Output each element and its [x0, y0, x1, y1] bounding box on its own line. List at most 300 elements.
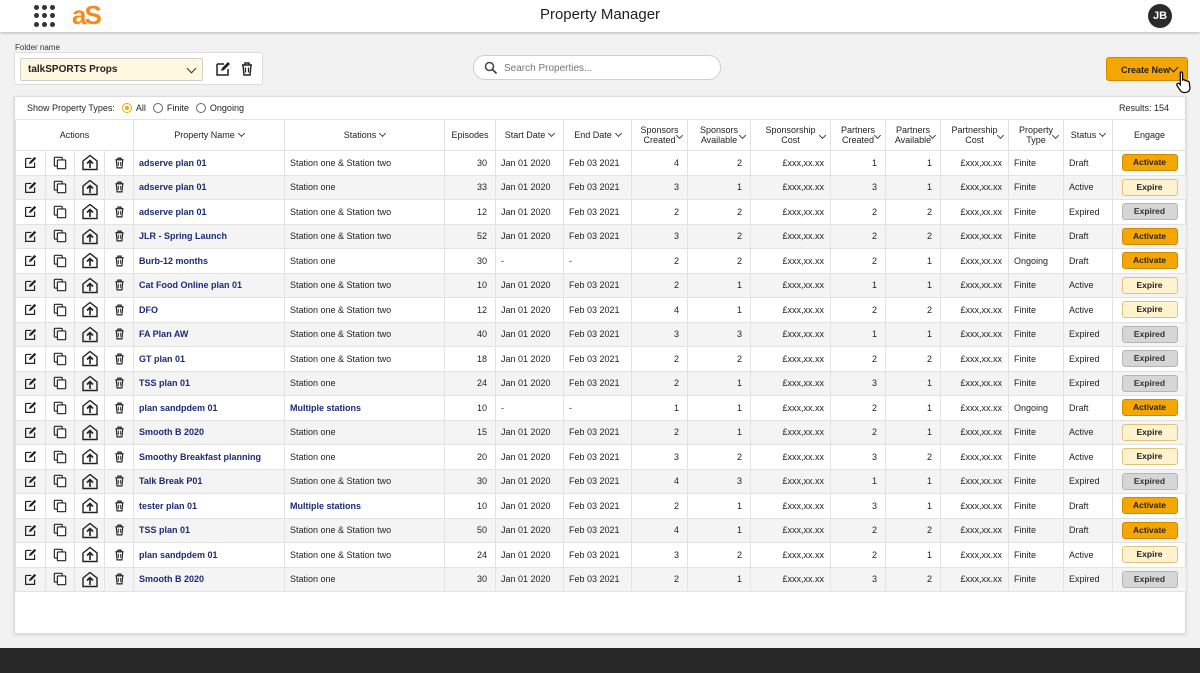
create-new-label: Create New: [1121, 65, 1171, 75]
episodes-cell: 30: [445, 469, 496, 494]
copy-icon[interactable]: [46, 273, 75, 298]
sponsors-created-cell: 3: [632, 224, 688, 249]
upload-icon[interactable]: [75, 420, 105, 445]
trash-icon[interactable]: [105, 273, 134, 298]
sort-chevron-icon: [874, 132, 881, 139]
copy-icon[interactable]: [46, 200, 75, 225]
engage-cell: [1113, 322, 1187, 347]
copy-icon[interactable]: [46, 469, 75, 494]
engage-cell: [1113, 543, 1187, 568]
property-type-cell: Finite: [1009, 420, 1064, 445]
table-row: [16, 420, 1187, 445]
header-end-date[interactable]: End Date: [564, 120, 632, 151]
property-name-link[interactable]: plan sandpdem 01: [134, 396, 285, 421]
engage-cell: [1113, 175, 1187, 200]
sort-chevron-icon: [379, 130, 386, 137]
table-row: [16, 273, 1187, 298]
property-name-link[interactable]: adserve plan 01: [134, 200, 285, 225]
engage-button[interactable]: Activate: [1122, 399, 1178, 416]
property-type-filter: [27, 103, 244, 113]
filter-radio-all[interactable]: All: [122, 103, 146, 113]
stations-cell: Station one & Station two: [285, 224, 445, 249]
copy-icon[interactable]: [46, 420, 75, 445]
edit-icon[interactable]: [16, 322, 46, 347]
sponsorship-cost-cell: £xxx,xx.xx: [751, 445, 831, 470]
upload-icon[interactable]: [75, 494, 105, 519]
status-cell: Draft: [1064, 249, 1113, 274]
trash-icon[interactable]: [105, 249, 134, 274]
status-cell: Expired: [1064, 200, 1113, 225]
start-date-cell: Jan 01 2020: [496, 200, 564, 225]
filter-radio-ongoing[interactable]: Ongoing: [196, 103, 244, 113]
partners-available-cell: 2: [886, 347, 941, 372]
engage-button[interactable]: Expire: [1122, 448, 1178, 465]
partnership-cost-cell: £xxx,xx.xx: [941, 298, 1009, 323]
status-cell: Active: [1064, 175, 1113, 200]
engage-cell: [1113, 396, 1187, 421]
copy-icon[interactable]: [46, 543, 75, 568]
results-count: Results: 154: [1118, 103, 1169, 113]
engage-cell: [1113, 224, 1187, 249]
start-date-cell: Jan 01 2020: [496, 224, 564, 249]
sponsors-created-cell: 4: [632, 518, 688, 543]
partners-created-cell: 2: [831, 298, 886, 323]
stations-cell[interactable]: Multiple stations: [285, 396, 445, 421]
edit-icon[interactable]: [16, 567, 46, 592]
folder-select[interactable]: [20, 58, 203, 81]
folder-controls: [14, 52, 263, 85]
header-partners-created[interactable]: Partners Created: [831, 120, 886, 151]
table-row: [16, 445, 1187, 470]
upload-icon[interactable]: [75, 567, 105, 592]
partners-available-cell: 1: [886, 151, 941, 176]
stations-cell[interactable]: Multiple stations: [285, 494, 445, 519]
partners-created-cell: 2: [831, 420, 886, 445]
start-date-cell: -: [496, 249, 564, 274]
property-type-cell: Finite: [1009, 298, 1064, 323]
start-date-cell: Jan 01 2020: [496, 273, 564, 298]
header-property-type[interactable]: Property Type: [1009, 120, 1064, 151]
sponsorship-cost-cell: £xxx,xx.xx: [751, 371, 831, 396]
trash-icon[interactable]: [105, 494, 134, 519]
folder-select-value: talkSPORTS Props: [28, 64, 118, 75]
episodes-cell: 10: [445, 396, 496, 421]
engage-button[interactable]: Expired: [1122, 473, 1178, 490]
trash-icon[interactable]: [105, 322, 134, 347]
partners-created-cell: 2: [831, 347, 886, 372]
table-header-row: [16, 120, 1187, 151]
end-date-cell: Feb 03 2021: [564, 151, 632, 176]
partners-created-cell: 2: [831, 200, 886, 225]
header-status[interactable]: Status: [1064, 120, 1113, 151]
engage-cell: [1113, 273, 1187, 298]
edit-icon[interactable]: [16, 298, 46, 323]
trash-icon[interactable]: [105, 518, 134, 543]
partners-available-cell: 2: [886, 567, 941, 592]
end-date-cell: Feb 03 2021: [564, 494, 632, 519]
trash-icon[interactable]: [105, 396, 134, 421]
engage-button[interactable]: Expired: [1122, 350, 1178, 367]
trash-icon[interactable]: [105, 151, 134, 176]
header-sponsors-created[interactable]: Sponsors Created: [632, 120, 688, 151]
sponsors-available-cell: 2: [688, 249, 751, 274]
partnership-cost-cell: £xxx,xx.xx: [941, 347, 1009, 372]
sort-chevron-icon: [676, 132, 683, 139]
edit-icon[interactable]: [16, 371, 46, 396]
partners-available-cell: 2: [886, 224, 941, 249]
stations-cell: Station one & Station two: [285, 298, 445, 323]
partners-available-cell: 2: [886, 200, 941, 225]
property-name-link[interactable]: Smooth B 2020: [134, 420, 285, 445]
trash-icon[interactable]: [105, 347, 134, 372]
engage-button[interactable]: Expire: [1122, 277, 1178, 294]
partners-available-cell: 1: [886, 322, 941, 347]
pointer-cursor-icon: [1175, 70, 1193, 94]
filter-radio-finite[interactable]: Finite: [153, 103, 189, 113]
table-row: [16, 224, 1187, 249]
episodes-cell: 24: [445, 543, 496, 568]
sponsors-created-cell: 4: [632, 298, 688, 323]
sponsors-available-cell: 2: [688, 224, 751, 249]
sort-chevron-icon: [615, 130, 622, 137]
property-name-link[interactable]: DFO: [134, 298, 285, 323]
partners-created-cell: 2: [831, 249, 886, 274]
edit-icon[interactable]: [215, 61, 231, 77]
sponsors-created-cell: 2: [632, 494, 688, 519]
header-partnership-cost[interactable]: Partnership Cost: [941, 120, 1009, 151]
property-name-link[interactable]: plan sandpdem 01: [134, 543, 285, 568]
engage-button[interactable]: Expired: [1122, 375, 1178, 392]
sponsors-available-cell: 1: [688, 420, 751, 445]
sponsorship-cost-cell: £xxx,xx.xx: [751, 273, 831, 298]
sort-chevron-icon: [739, 132, 746, 139]
property-name-link[interactable]: Talk Break P01: [134, 469, 285, 494]
status-cell: Draft: [1064, 396, 1113, 421]
header-property-name[interactable]: Property Name: [134, 120, 285, 151]
episodes-cell: 50: [445, 518, 496, 543]
property-type-cell: Finite: [1009, 151, 1064, 176]
engage-cell: [1113, 298, 1187, 323]
engage-cell: [1113, 151, 1187, 176]
upload-icon[interactable]: [75, 543, 105, 568]
table-row: [16, 347, 1187, 372]
sponsors-created-cell: 2: [632, 273, 688, 298]
upload-icon[interactable]: [75, 396, 105, 421]
edit-icon[interactable]: [16, 445, 46, 470]
partnership-cost-cell: £xxx,xx.xx: [941, 273, 1009, 298]
property-type-cell: Finite: [1009, 371, 1064, 396]
sponsors-created-cell: 3: [632, 322, 688, 347]
engage-button[interactable]: Expired: [1122, 571, 1178, 588]
trash-icon[interactable]: [105, 224, 134, 249]
end-date-cell: Feb 03 2021: [564, 347, 632, 372]
copy-icon[interactable]: [46, 494, 75, 519]
header-actions: Actions: [16, 120, 134, 151]
partners-created-cell: 1: [831, 469, 886, 494]
status-cell: Draft: [1064, 518, 1113, 543]
episodes-cell: 52: [445, 224, 496, 249]
edit-icon[interactable]: [16, 200, 46, 225]
sort-chevron-icon: [238, 130, 245, 137]
copy-icon[interactable]: [46, 322, 75, 347]
edit-icon[interactable]: [16, 175, 46, 200]
table-row: [16, 175, 1187, 200]
sponsorship-cost-cell: £xxx,xx.xx: [751, 420, 831, 445]
trash-icon[interactable]: [105, 371, 134, 396]
property-name-link[interactable]: GT plan 01: [134, 347, 285, 372]
episodes-cell: 30: [445, 151, 496, 176]
header-sponsors-available[interactable]: Sponsors Available: [688, 120, 751, 151]
header-start-date[interactable]: Start Date: [496, 120, 564, 151]
partners-created-cell: 2: [831, 396, 886, 421]
upload-icon[interactable]: [75, 469, 105, 494]
trash-icon[interactable]: [105, 420, 134, 445]
engage-cell: [1113, 445, 1187, 470]
partnership-cost-cell: £xxx,xx.xx: [941, 151, 1009, 176]
stations-cell: Station one: [285, 567, 445, 592]
partners-available-cell: 2: [886, 298, 941, 323]
trash-icon[interactable]: [105, 175, 134, 200]
sponsorship-cost-cell: £xxx,xx.xx: [751, 396, 831, 421]
copy-icon[interactable]: [46, 175, 75, 200]
episodes-cell: 10: [445, 273, 496, 298]
engage-button[interactable]: Expire: [1122, 179, 1178, 196]
copy-icon[interactable]: [46, 224, 75, 249]
partners-available-cell: 1: [886, 420, 941, 445]
start-date-cell: Jan 01 2020: [496, 469, 564, 494]
property-name-link[interactable]: Burb-12 months: [134, 249, 285, 274]
engage-button[interactable]: Expire: [1122, 424, 1178, 441]
edit-icon[interactable]: [16, 151, 46, 176]
sponsorship-cost-cell: £xxx,xx.xx: [751, 518, 831, 543]
sponsors-available-cell: 2: [688, 543, 751, 568]
sponsors-available-cell: 2: [688, 151, 751, 176]
property-name-link[interactable]: adserve plan 01: [134, 175, 285, 200]
upload-icon[interactable]: [75, 322, 105, 347]
avatar[interactable]: JB: [1148, 4, 1172, 28]
table-row: [16, 371, 1187, 396]
partnership-cost-cell: £xxx,xx.xx: [941, 518, 1009, 543]
engage-button[interactable]: Activate: [1122, 252, 1178, 269]
copy-icon[interactable]: [46, 347, 75, 372]
property-name-link[interactable]: FA Plan AW: [134, 322, 285, 347]
search-box: [473, 55, 721, 80]
episodes-cell: 12: [445, 200, 496, 225]
property-name-link[interactable]: TSS plan 01: [134, 518, 285, 543]
property-name-link[interactable]: Smooth B 2020: [134, 567, 285, 592]
copy-icon[interactable]: [46, 396, 75, 421]
edit-icon[interactable]: [16, 494, 46, 519]
sponsors-available-cell: 1: [688, 273, 751, 298]
engage-button[interactable]: Expired: [1122, 203, 1178, 220]
trash-icon[interactable]: [105, 200, 134, 225]
copy-icon[interactable]: [46, 371, 75, 396]
sponsors-available-cell: 3: [688, 322, 751, 347]
copy-icon[interactable]: [46, 298, 75, 323]
end-date-cell: Feb 03 2021: [564, 567, 632, 592]
episodes-cell: 30: [445, 567, 496, 592]
search-icon: [484, 61, 498, 75]
engage-cell: [1113, 420, 1187, 445]
engage-button[interactable]: Activate: [1122, 154, 1178, 171]
partners-available-cell: 1: [886, 249, 941, 274]
engage-button[interactable]: Expire: [1122, 546, 1178, 563]
property-name-link[interactable]: Smoothy Breakfast planning: [134, 445, 285, 470]
table-row: [16, 543, 1187, 568]
status-cell: Expired: [1064, 567, 1113, 592]
engage-cell: [1113, 347, 1187, 372]
sponsorship-cost-cell: £xxx,xx.xx: [751, 200, 831, 225]
sponsors-created-cell: 2: [632, 371, 688, 396]
sponsors-available-cell: 2: [688, 445, 751, 470]
upload-icon[interactable]: [75, 249, 105, 274]
table-row: [16, 151, 1187, 176]
sponsors-created-cell: 2: [632, 420, 688, 445]
end-date-cell: Feb 03 2021: [564, 445, 632, 470]
edit-icon[interactable]: [16, 469, 46, 494]
sponsorship-cost-cell: £xxx,xx.xx: [751, 175, 831, 200]
trash-icon[interactable]: [105, 298, 134, 323]
engage-cell: [1113, 494, 1187, 519]
copy-icon[interactable]: [46, 567, 75, 592]
properties-table: [15, 119, 1187, 592]
partners-created-cell: 2: [831, 543, 886, 568]
sponsorship-cost-cell: £xxx,xx.xx: [751, 322, 831, 347]
upload-icon[interactable]: [75, 151, 105, 176]
engage-cell: [1113, 200, 1187, 225]
edit-icon[interactable]: [16, 420, 46, 445]
stations-cell: Station one & Station two: [285, 347, 445, 372]
trash-icon[interactable]: [105, 445, 134, 470]
episodes-cell: 24: [445, 371, 496, 396]
engage-button[interactable]: Expired: [1122, 326, 1178, 343]
end-date-cell: Feb 03 2021: [564, 420, 632, 445]
partners-available-cell: 1: [886, 371, 941, 396]
table-row: [16, 494, 1187, 519]
sponsors-available-cell: 2: [688, 347, 751, 372]
property-name-link[interactable]: adserve plan 01: [134, 151, 285, 176]
upload-icon[interactable]: [75, 371, 105, 396]
sort-chevron-icon: [819, 132, 826, 139]
upload-icon[interactable]: [75, 175, 105, 200]
property-type-cell: Finite: [1009, 567, 1064, 592]
partnership-cost-cell: £xxx,xx.xx: [941, 224, 1009, 249]
trash-icon[interactable]: [239, 61, 255, 77]
start-date-cell: Jan 01 2020: [496, 494, 564, 519]
partners-created-cell: 1: [831, 151, 886, 176]
app-logo[interactable]: aS: [72, 0, 100, 30]
copy-icon[interactable]: [46, 518, 75, 543]
trash-icon[interactable]: [105, 469, 134, 494]
partners-created-cell: 3: [831, 175, 886, 200]
edit-icon[interactable]: [16, 249, 46, 274]
upload-icon[interactable]: [75, 298, 105, 323]
sponsors-available-cell: 1: [688, 567, 751, 592]
property-name-link[interactable]: Cat Food Online plan 01: [134, 273, 285, 298]
property-type-cell: Finite: [1009, 445, 1064, 470]
status-cell: Expired: [1064, 371, 1113, 396]
property-type-cell: Finite: [1009, 347, 1064, 372]
status-cell: Expired: [1064, 469, 1113, 494]
sponsors-available-cell: 1: [688, 175, 751, 200]
engage-button[interactable]: Activate: [1122, 228, 1178, 245]
sponsors-available-cell: 1: [688, 396, 751, 421]
end-date-cell: Feb 03 2021: [564, 322, 632, 347]
episodes-cell: 20: [445, 445, 496, 470]
upload-icon[interactable]: [75, 273, 105, 298]
header-sponsorship-cost[interactable]: Sponsorship Cost: [751, 120, 831, 151]
table-row: [16, 200, 1187, 225]
sponsorship-cost-cell: £xxx,xx.xx: [751, 224, 831, 249]
property-name-link[interactable]: JLR - Spring Launch: [134, 224, 285, 249]
status-cell: Expired: [1064, 322, 1113, 347]
end-date-cell: Feb 03 2021: [564, 469, 632, 494]
edit-icon[interactable]: [16, 543, 46, 568]
start-date-cell: -: [496, 396, 564, 421]
edit-icon[interactable]: [16, 518, 46, 543]
search-input[interactable]: [504, 60, 704, 76]
upload-icon[interactable]: [75, 445, 105, 470]
partners-created-cell: 2: [831, 518, 886, 543]
property-name-link[interactable]: TSS plan 01: [134, 371, 285, 396]
upload-icon[interactable]: [75, 224, 105, 249]
trash-icon[interactable]: [105, 543, 134, 568]
partnership-cost-cell: £xxx,xx.xx: [941, 371, 1009, 396]
engage-button[interactable]: Activate: [1122, 497, 1178, 514]
sponsorship-cost-cell: £xxx,xx.xx: [751, 249, 831, 274]
property-type-cell: Finite: [1009, 518, 1064, 543]
stations-cell: Station one & Station two: [285, 518, 445, 543]
start-date-cell: Jan 01 2020: [496, 175, 564, 200]
header-partners-available[interactable]: Partners Available: [886, 120, 941, 151]
sponsors-created-cell: 1: [632, 396, 688, 421]
sponsors-created-cell: 3: [632, 543, 688, 568]
trash-icon[interactable]: [105, 567, 134, 592]
engage-button[interactable]: Activate: [1122, 522, 1178, 539]
engage-button[interactable]: Expire: [1122, 301, 1178, 318]
edit-icon[interactable]: [16, 396, 46, 421]
upload-icon[interactable]: [75, 518, 105, 543]
edit-icon[interactable]: [16, 347, 46, 372]
upload-icon[interactable]: [75, 200, 105, 225]
upload-icon[interactable]: [75, 347, 105, 372]
table-row: [16, 322, 1187, 347]
engage-cell: [1113, 567, 1187, 592]
partners-available-cell: 1: [886, 175, 941, 200]
episodes-cell: 18: [445, 347, 496, 372]
property-name-link[interactable]: tester plan 01: [134, 494, 285, 519]
sort-chevron-icon: [548, 130, 555, 137]
sponsors-available-cell: 1: [688, 371, 751, 396]
edit-icon[interactable]: [16, 224, 46, 249]
copy-icon[interactable]: [46, 249, 75, 274]
stations-cell: Station one & Station two: [285, 322, 445, 347]
engage-cell: [1113, 371, 1187, 396]
bottom-bar: [0, 648, 1200, 673]
copy-icon[interactable]: [46, 445, 75, 470]
partners-available-cell: 1: [886, 494, 941, 519]
start-date-cell: Jan 01 2020: [496, 420, 564, 445]
partnership-cost-cell: £xxx,xx.xx: [941, 200, 1009, 225]
partners-created-cell: 1: [831, 273, 886, 298]
edit-icon[interactable]: [16, 273, 46, 298]
table-row: [16, 396, 1187, 421]
copy-icon[interactable]: [46, 151, 75, 176]
header-stations[interactable]: Stations: [285, 120, 445, 151]
partners-created-cell: 2: [831, 224, 886, 249]
property-type-cell: Finite: [1009, 494, 1064, 519]
table-row: [16, 249, 1187, 274]
